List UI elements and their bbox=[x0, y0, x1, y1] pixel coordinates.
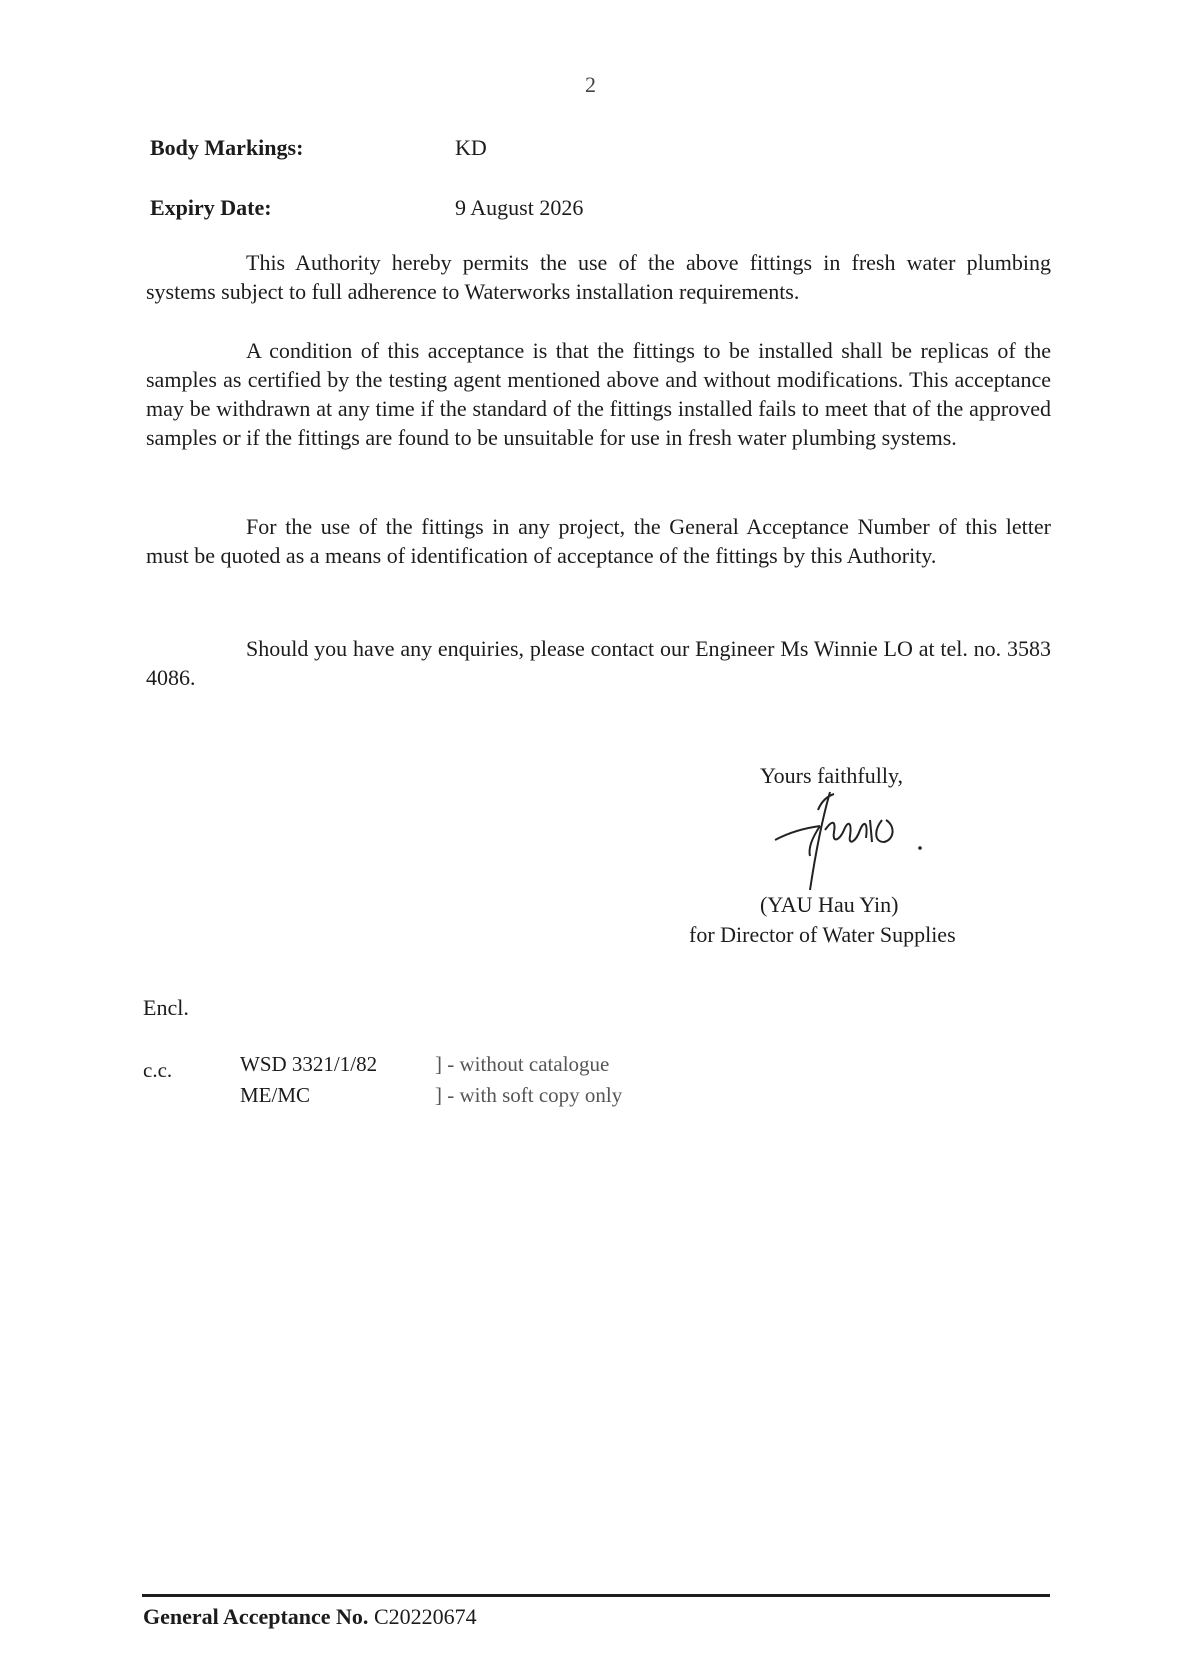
cc-note-1: ] - without catalogue bbox=[435, 1052, 610, 1076]
body-markings-value: KD bbox=[455, 135, 487, 160]
enclosure-label: Encl. bbox=[143, 995, 189, 1020]
body-markings-label: Body Markings: bbox=[150, 135, 304, 160]
page-number: 2 bbox=[585, 72, 596, 97]
footer-number: C20220674 bbox=[373, 1604, 477, 1629]
cc-label: c.c. bbox=[143, 1058, 173, 1082]
closing-salutation: Yours faithfully, bbox=[760, 763, 904, 788]
footer-rule bbox=[142, 1594, 1050, 1597]
footer-acceptance-number bbox=[143, 1604, 477, 1630]
paragraph-enquiries: Should you have any enquiries, please contact our Engineer Ms Winnie LO at tel. no. 3583 4086. bbox=[146, 636, 1051, 690]
paragraph-acceptance-number: For the use of the fittings in any project, the General Acceptance Number of this letter must be quoted as a means of identification of acceptance of the fittings by this Authority. bbox=[146, 514, 1051, 568]
expiry-date-value: 9 August 2026 bbox=[455, 195, 584, 220]
paragraph-permission: This Authority hereby permits the use of the above fittings in fresh water plumbing systems subject to full adherence to Waterworks installation requirements. bbox=[146, 250, 1051, 304]
closing-title: for Director of Water Supplies bbox=[689, 922, 956, 947]
cc-ref-2: ME/MC bbox=[240, 1083, 311, 1107]
closing-signatory: (YAU Hau Yin) bbox=[760, 892, 899, 917]
footer-label: General Acceptance No. bbox=[143, 1604, 369, 1629]
cc-ref-1: WSD 3321/1/82 bbox=[240, 1052, 378, 1076]
cc-note-2: ] - with soft copy only bbox=[435, 1083, 623, 1107]
signature bbox=[770, 790, 930, 900]
paragraph-condition: A condition of this acceptance is that the fittings to be installed shall be replicas of the samples as certified by the testing agent mentioned above and without modifications. This acceptance may be withdrawn at any time if the standard of the fittings installed fails to meet that of the approved samples or if the fittings are found to be unsuitable for use in fresh water plumbing systems. bbox=[146, 338, 1051, 450]
expiry-date-label: Expiry Date: bbox=[150, 195, 272, 220]
